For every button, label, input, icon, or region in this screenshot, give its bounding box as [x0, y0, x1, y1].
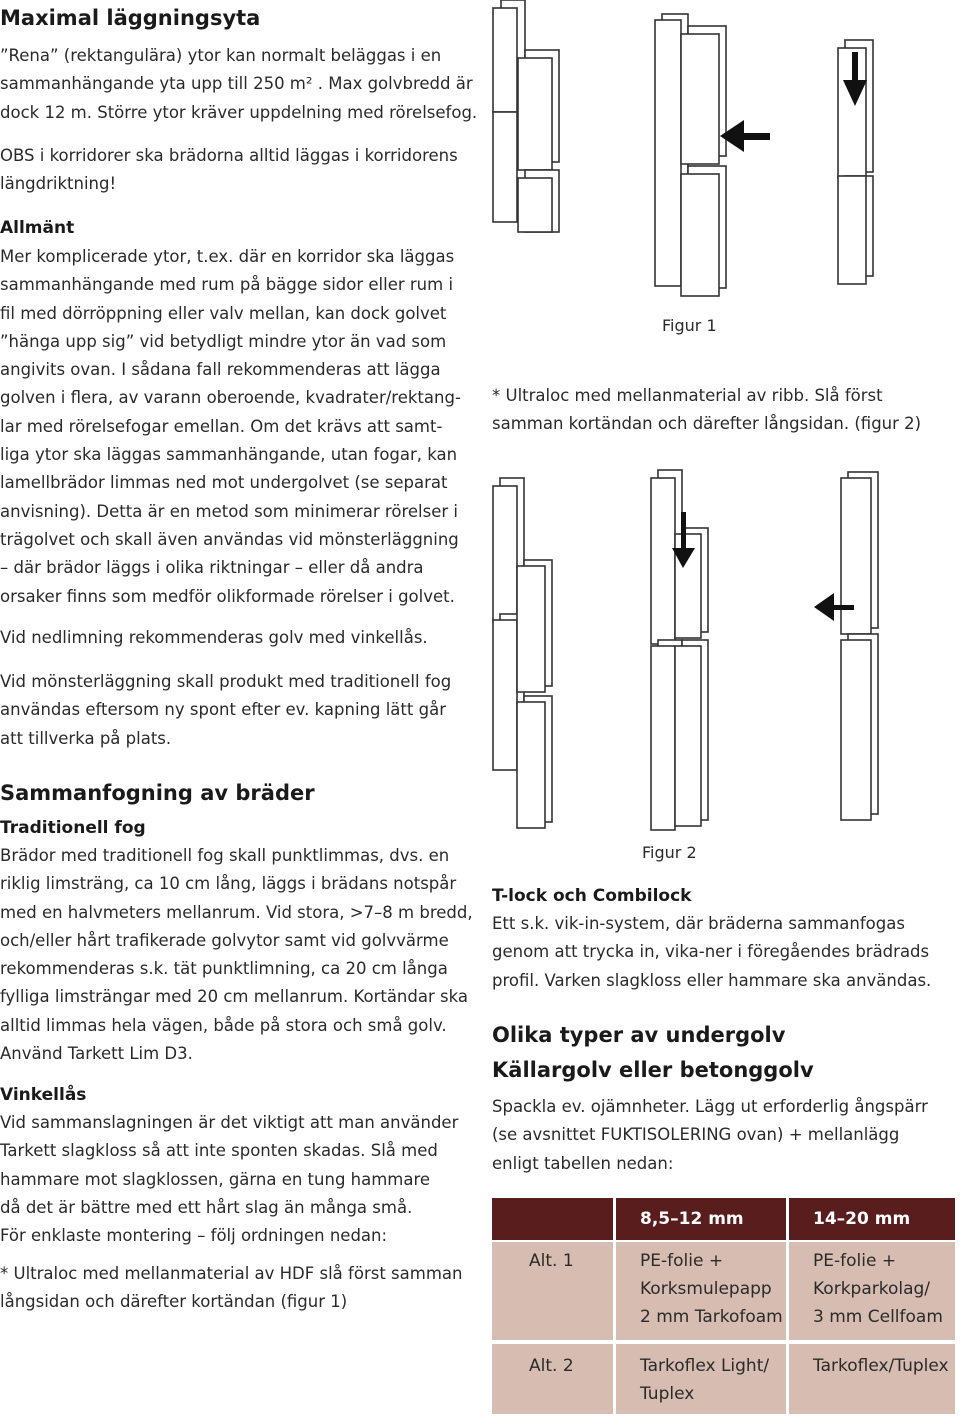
subheading-traditional: Traditionell fog [0, 818, 146, 838]
text-line: Använd Tarkett Lim D3. [0, 1044, 193, 1064]
text-line: att tillverka på plats. [0, 728, 172, 748]
text-line: Vid sammanslagningen är det viktigt att man använder [0, 1113, 459, 1132]
text-line: orsaker finns som medför olikformade rörelser i golvet. [0, 586, 455, 606]
table-cell [616, 1344, 786, 1414]
text-line: * Ultraloc med mellanmaterial av ribb. Slå först [492, 386, 883, 405]
table-cell [616, 1242, 786, 1340]
paragraph-traditional [0, 842, 480, 1068]
text-line: OBS i korridorer ska brädorna alltid läggas i korridorens [0, 146, 458, 165]
note-ultraloc-ribb [492, 382, 952, 439]
paragraph-ultraloc-hdf [0, 1260, 480, 1317]
text-line: (se avsnittet FUKTISOLERING ovan) + mellanlägg [492, 1125, 900, 1145]
text-line: Mer komplicerade ytor, t.ex. där en korridor ska läggas [0, 247, 455, 266]
text-line: anvisning). Detta är en metod som minimerar rörelser i [0, 501, 458, 521]
table-header-cell [492, 1198, 613, 1240]
table-row-label: Alt. 2 [492, 1344, 613, 1414]
text-line: Tarkett slagkloss så att inte sponten skadas. Slå med [0, 1141, 438, 1161]
text-line: riklig limsträng, ca 10 cm lång, läggs i brädans notspår [0, 874, 457, 894]
heading-subfloor-types: Olika typer av undergolv [492, 1023, 786, 1047]
text-line: då det är bättre med ett hårt slag än många små. [0, 1197, 413, 1217]
text-line: långsidan och därefter kortändan (figur 1) [0, 1292, 348, 1312]
text-line: Spackla ev. ojämnheter. Lägg ut erforderlig ångspärr [492, 1097, 928, 1116]
table-header-cell: 14–20 mm [789, 1198, 955, 1240]
cell-line: Tarkoflex Light/ [640, 1356, 770, 1376]
text-line: * Ultraloc med mellanmaterial av HDF slå först samman [0, 1264, 463, 1283]
figure-2-caption: Figur 2 [642, 843, 697, 862]
text-line: genom att trycka in, vika-ner i föregåendes brädrads [492, 942, 930, 962]
table-cell [789, 1344, 955, 1414]
paragraph-angle-lock [0, 1109, 480, 1250]
text-line: profil. Varken slagkloss eller hammare ska användas. [492, 970, 932, 990]
paragraph-pattern [0, 668, 480, 753]
paragraph-glue-down: Vid nedlimning rekommenderas golv med vinkellås. [0, 628, 428, 647]
cell-line: PE-folie + [640, 1251, 724, 1271]
text-line: och/eller hårt trafikerade golvytor samt vid golvvärme [0, 930, 449, 950]
text-line: användas eftersom ny spont efter ev. kapning lätt går [0, 700, 446, 720]
text-line: fil med dörröppning eller valv mellan, kan dock golvet [0, 303, 447, 323]
table-row-label: Alt. 1 [492, 1242, 613, 1340]
text-line: Ett s.k. vik-in-system, där bräderna sammanfogas [492, 914, 905, 933]
text-line: Brädor med traditionell fog skall punktlimmas, dvs. en [0, 846, 450, 865]
text-line: samman kortändan och därefter långsidan. (figur 2) [492, 414, 922, 434]
text-line: trägolvet och skall även användas vid mönsterläggning [0, 529, 459, 549]
text-line: ”hänga upp sig” vid betydligt mindre ytor än vad som [0, 331, 447, 351]
heading-basement-concrete: Källargolv eller betonggolv [492, 1058, 814, 1082]
figure-2-diagram [488, 462, 960, 834]
cell-line: PE-folie + [813, 1251, 897, 1271]
text-line: rekommenderas s.k. tät punktlimning, ca 20 cm långa [0, 959, 448, 979]
text-line: enligt tabellen nedan: [492, 1153, 674, 1173]
cell-line: 3 mm Cellfoam [813, 1307, 943, 1327]
text-line: golven i flera, av varann oberoende, kvadrater/rektang- [0, 388, 461, 408]
cell-line: Korksmulepapp [640, 1279, 772, 1299]
table-header-cell: 8,5–12 mm [616, 1198, 786, 1240]
heading-joining: Sammanfogning av bräder [0, 781, 315, 805]
text-line: sammanhängande med rum på bägge sidor eller rum i [0, 275, 454, 295]
text-line: – där brädor läggs i olika riktningar – eller då andra [0, 558, 424, 578]
text-line: ”Rena” (rektangulära) ytor kan normalt beläggas i en [0, 46, 442, 65]
text-line: sammanhängande yta upp till 250 m² . Max golvbredd är [0, 74, 473, 94]
figure-1-caption: Figur 1 [662, 316, 717, 335]
text-line: hammare mot slagklossen, gärna en tung hammare [0, 1169, 431, 1189]
text-line: Vid mönsterläggning skall produkt med traditionell fog [0, 672, 452, 691]
cell-line: Tuplex [640, 1384, 695, 1404]
arrow-left-icon [720, 120, 770, 152]
text-line: dock 12 m. Större ytor kräver uppdelning med rörelsefog. [0, 102, 478, 122]
text-line: alltid limmas hela vägen, både på stora och små golv. [0, 1015, 447, 1035]
paragraph-spackla [492, 1093, 952, 1178]
cell-line: Tarkoflex/Tuplex [813, 1356, 949, 1376]
text-line: fylliga limsträngar med 20 cm mellanrum. Kortändar ska [0, 987, 468, 1007]
subheading-tlock: T-lock och Combilock [492, 886, 692, 906]
paragraph-tlock [492, 910, 952, 995]
text-line: med en halvmeters mellanrum. Vid stora, >7–8 m bredd, [0, 902, 473, 922]
text-line: längdriktning! [0, 174, 117, 194]
text-line: lar med rörelsefogar emellan. Om det krävs att samt- [0, 416, 443, 436]
cell-line: 2 mm Tarkofoam [640, 1307, 783, 1327]
text-line: liga ytor ska läggas sammanhängande, utan fogar, kan [0, 445, 458, 465]
paragraph-max-area [0, 42, 480, 127]
heading-max-area: Maximal läggningsyta [0, 6, 261, 30]
paragraph-corridor [0, 142, 480, 199]
cell-line: Korkparkolag/ [813, 1279, 931, 1299]
text-line: lamellbrädor limmas ned mot undergolvet (se separat [0, 473, 448, 493]
figure-1-diagram [488, 0, 960, 312]
subheading-general: Allmänt [0, 218, 75, 238]
text-line: För enklaste montering – följ ordningen nedan: [0, 1226, 388, 1246]
paragraph-general [0, 243, 480, 611]
text-line: angivits ovan. I sådana fall rekommenderas att lägga [0, 360, 441, 380]
table-cell [789, 1242, 955, 1340]
subheading-angle-lock: Vinkellås [0, 1085, 87, 1105]
